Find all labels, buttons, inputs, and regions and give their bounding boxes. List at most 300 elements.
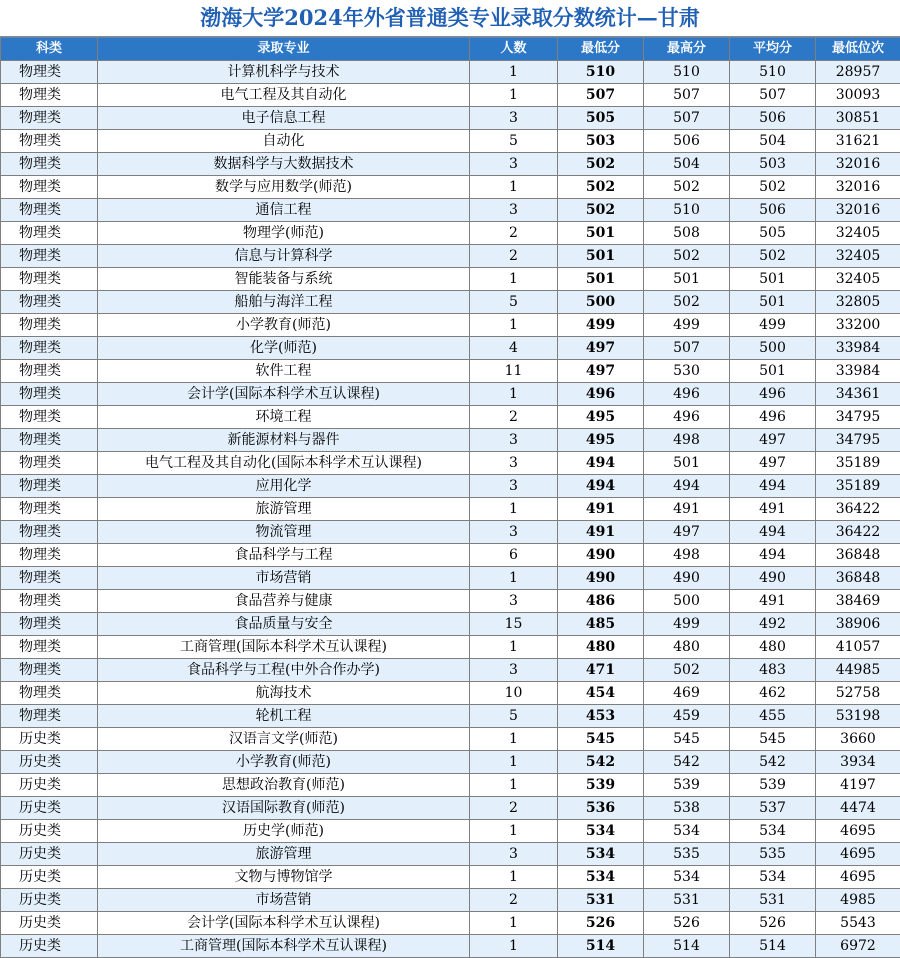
max-score-cell: 530 <box>644 360 730 383</box>
major-cell: 环境工程 <box>98 406 470 429</box>
major-cell: 食品营养与健康 <box>98 590 470 613</box>
count-cell: 1 <box>470 912 558 935</box>
category-cell: 物理类 <box>1 84 98 107</box>
table-row <box>1 751 900 774</box>
min-score-cell: 514 <box>558 935 644 958</box>
avg-score-cell: 462 <box>730 682 816 705</box>
category-cell: 物理类 <box>1 590 98 613</box>
avg-score-cell: 510 <box>730 61 816 84</box>
min-score-cell: 497 <box>558 360 644 383</box>
min-rank-cell: 4695 <box>816 866 900 889</box>
count-cell: 1 <box>470 176 558 199</box>
min-score-cell: 454 <box>558 682 644 705</box>
min-score-cell: 539 <box>558 774 644 797</box>
max-score-cell: 502 <box>644 659 730 682</box>
avg-score-cell: 507 <box>730 84 816 107</box>
major-cell: 计算机科学与技术 <box>98 61 470 84</box>
count-cell: 3 <box>470 452 558 475</box>
count-cell: 1 <box>470 774 558 797</box>
table-row <box>1 889 900 912</box>
major-cell: 电气工程及其自动化(国际本科学术互认课程) <box>98 452 470 475</box>
count-cell: 1 <box>470 728 558 751</box>
table-row <box>1 360 900 383</box>
major-cell: 汉语言文学(师范) <box>98 728 470 751</box>
major-cell: 工商管理(国际本科学术互认课程) <box>98 935 470 958</box>
max-score-cell: 459 <box>644 705 730 728</box>
avg-score-cell: 490 <box>730 567 816 590</box>
major-cell: 智能装备与系统 <box>98 268 470 291</box>
min-rank-cell: 33984 <box>816 360 900 383</box>
avg-score-cell: 501 <box>730 360 816 383</box>
avg-score-cell: 497 <box>730 452 816 475</box>
min-rank-cell: 32016 <box>816 199 900 222</box>
admission-score-table <box>0 37 900 958</box>
category-cell: 历史类 <box>1 751 98 774</box>
max-score-cell: 501 <box>644 268 730 291</box>
min-rank-cell: 3660 <box>816 728 900 751</box>
table-row <box>1 383 900 406</box>
count-cell: 3 <box>470 153 558 176</box>
max-score-cell: 535 <box>644 843 730 866</box>
max-score-cell: 510 <box>644 61 730 84</box>
max-score-cell: 502 <box>644 291 730 314</box>
table-row <box>1 199 900 222</box>
table-row <box>1 797 900 820</box>
min-rank-cell: 30851 <box>816 107 900 130</box>
min-rank-cell: 33200 <box>816 314 900 337</box>
avg-score-cell: 504 <box>730 130 816 153</box>
category-cell: 物理类 <box>1 291 98 314</box>
max-score-cell: 499 <box>644 314 730 337</box>
table-row <box>1 567 900 590</box>
table-row <box>1 705 900 728</box>
count-cell: 5 <box>470 130 558 153</box>
min-score-cell: 453 <box>558 705 644 728</box>
count-cell: 1 <box>470 866 558 889</box>
table-row <box>1 912 900 935</box>
category-cell: 物理类 <box>1 682 98 705</box>
min-rank-cell: 32016 <box>816 153 900 176</box>
major-cell: 思想政治教育(师范) <box>98 774 470 797</box>
avg-score-cell: 526 <box>730 912 816 935</box>
major-cell: 食品质量与安全 <box>98 613 470 636</box>
count-cell: 1 <box>470 84 558 107</box>
max-score-cell: 510 <box>644 199 730 222</box>
min-rank-cell: 41057 <box>816 636 900 659</box>
table-row <box>1 544 900 567</box>
count-cell: 3 <box>470 521 558 544</box>
major-cell: 数据科学与大数据技术 <box>98 153 470 176</box>
category-cell: 物理类 <box>1 314 98 337</box>
max-score-cell: 508 <box>644 222 730 245</box>
table-row <box>1 820 900 843</box>
count-cell: 5 <box>470 705 558 728</box>
count-cell: 3 <box>470 475 558 498</box>
min-score-cell: 531 <box>558 889 644 912</box>
avg-score-cell: 492 <box>730 613 816 636</box>
table-row <box>1 107 900 130</box>
count-cell: 1 <box>470 567 558 590</box>
avg-score-cell: 502 <box>730 245 816 268</box>
major-cell: 航海技术 <box>98 682 470 705</box>
min-rank-cell: 34361 <box>816 383 900 406</box>
max-score-cell: 506 <box>644 130 730 153</box>
avg-score-cell: 534 <box>730 820 816 843</box>
count-cell: 1 <box>470 820 558 843</box>
count-cell: 2 <box>470 222 558 245</box>
major-cell: 工商管理(国际本科学术互认课程) <box>98 636 470 659</box>
major-cell: 文物与博物馆学 <box>98 866 470 889</box>
avg-score-cell: 494 <box>730 544 816 567</box>
min-score-cell: 494 <box>558 452 644 475</box>
min-score-cell: 501 <box>558 268 644 291</box>
category-cell: 物理类 <box>1 613 98 636</box>
table-row <box>1 452 900 475</box>
min-score-cell: 495 <box>558 406 644 429</box>
table-row <box>1 337 900 360</box>
avg-score-cell: 491 <box>730 590 816 613</box>
avg-score-cell: 535 <box>730 843 816 866</box>
min-score-cell: 486 <box>558 590 644 613</box>
category-cell: 历史类 <box>1 820 98 843</box>
count-cell: 1 <box>470 61 558 84</box>
table-row <box>1 222 900 245</box>
avg-score-cell: 534 <box>730 866 816 889</box>
table-row <box>1 935 900 958</box>
count-cell: 1 <box>470 935 558 958</box>
max-score-cell: 534 <box>644 820 730 843</box>
min-rank-cell: 4197 <box>816 774 900 797</box>
max-score-cell: 494 <box>644 475 730 498</box>
table-row <box>1 245 900 268</box>
major-cell: 化学(师范) <box>98 337 470 360</box>
max-score-cell: 507 <box>644 337 730 360</box>
min-score-cell: 471 <box>558 659 644 682</box>
count-cell: 3 <box>470 659 558 682</box>
table-row <box>1 429 900 452</box>
major-cell: 电子信息工程 <box>98 107 470 130</box>
count-cell: 2 <box>470 797 558 820</box>
count-cell: 2 <box>470 245 558 268</box>
avg-score-cell: 501 <box>730 291 816 314</box>
category-cell: 物理类 <box>1 475 98 498</box>
table-row <box>1 498 900 521</box>
table-row <box>1 728 900 751</box>
major-cell: 信息与计算科学 <box>98 245 470 268</box>
table-row <box>1 314 900 337</box>
major-cell: 物理学(师范) <box>98 222 470 245</box>
max-score-cell: 501 <box>644 452 730 475</box>
max-score-cell: 498 <box>644 544 730 567</box>
min-rank-cell: 36422 <box>816 521 900 544</box>
page-title: 渤海大学2024年外省普通类专业录取分数统计—甘肃 <box>0 0 900 37</box>
min-score-cell: 497 <box>558 337 644 360</box>
max-score-cell: 498 <box>644 429 730 452</box>
count-cell: 11 <box>470 360 558 383</box>
table-row <box>1 866 900 889</box>
max-score-cell: 539 <box>644 774 730 797</box>
table-row <box>1 590 900 613</box>
max-score-cell: 538 <box>644 797 730 820</box>
table-body <box>1 61 900 958</box>
header-avg-score[interactable]: 平均分 <box>730 38 816 61</box>
max-score-cell: 504 <box>644 153 730 176</box>
min-score-cell: 500 <box>558 291 644 314</box>
max-score-cell: 502 <box>644 176 730 199</box>
category-cell: 历史类 <box>1 866 98 889</box>
major-cell: 小学教育(师范) <box>98 751 470 774</box>
major-cell: 小学教育(师范) <box>98 314 470 337</box>
major-cell: 食品科学与工程 <box>98 544 470 567</box>
max-score-cell: 490 <box>644 567 730 590</box>
category-cell: 历史类 <box>1 797 98 820</box>
category-cell: 物理类 <box>1 360 98 383</box>
category-cell: 历史类 <box>1 774 98 797</box>
major-cell: 旅游管理 <box>98 498 470 521</box>
count-cell: 3 <box>470 107 558 130</box>
header-category[interactable]: 科类 <box>1 38 98 61</box>
avg-score-cell: 494 <box>730 521 816 544</box>
table-row <box>1 774 900 797</box>
avg-score-cell: 506 <box>730 199 816 222</box>
min-rank-cell: 36848 <box>816 567 900 590</box>
min-score-cell: 534 <box>558 843 644 866</box>
max-score-cell: 499 <box>644 613 730 636</box>
avg-score-cell: 494 <box>730 475 816 498</box>
major-cell: 物流管理 <box>98 521 470 544</box>
min-rank-cell: 6972 <box>816 935 900 958</box>
min-score-cell: 496 <box>558 383 644 406</box>
min-rank-cell: 38469 <box>816 590 900 613</box>
min-score-cell: 502 <box>558 153 644 176</box>
min-score-cell: 536 <box>558 797 644 820</box>
min-rank-cell: 33984 <box>816 337 900 360</box>
max-score-cell: 531 <box>644 889 730 912</box>
category-cell: 物理类 <box>1 567 98 590</box>
count-cell: 1 <box>470 268 558 291</box>
max-score-cell: 497 <box>644 521 730 544</box>
max-score-cell: 496 <box>644 383 730 406</box>
max-score-cell: 500 <box>644 590 730 613</box>
min-score-cell: 534 <box>558 820 644 843</box>
avg-score-cell: 537 <box>730 797 816 820</box>
avg-score-cell: 500 <box>730 337 816 360</box>
min-score-cell: 499 <box>558 314 644 337</box>
avg-score-cell: 503 <box>730 153 816 176</box>
avg-score-cell: 497 <box>730 429 816 452</box>
category-cell: 历史类 <box>1 843 98 866</box>
major-cell: 会计学(国际本科学术互认课程) <box>98 383 470 406</box>
category-cell: 物理类 <box>1 268 98 291</box>
min-score-cell: 490 <box>558 567 644 590</box>
min-rank-cell: 34795 <box>816 406 900 429</box>
min-score-cell: 491 <box>558 521 644 544</box>
min-rank-cell: 35189 <box>816 452 900 475</box>
min-rank-cell: 4985 <box>816 889 900 912</box>
avg-score-cell: 505 <box>730 222 816 245</box>
avg-score-cell: 514 <box>730 935 816 958</box>
max-score-cell: 491 <box>644 498 730 521</box>
min-score-cell: 502 <box>558 199 644 222</box>
min-score-cell: 501 <box>558 222 644 245</box>
min-score-cell: 491 <box>558 498 644 521</box>
major-cell: 应用化学 <box>98 475 470 498</box>
major-cell: 轮机工程 <box>98 705 470 728</box>
count-cell: 3 <box>470 590 558 613</box>
min-score-cell: 503 <box>558 130 644 153</box>
major-cell: 自动化 <box>98 130 470 153</box>
count-cell: 1 <box>470 314 558 337</box>
avg-score-cell: 506 <box>730 107 816 130</box>
table-row <box>1 406 900 429</box>
max-score-cell: 542 <box>644 751 730 774</box>
min-rank-cell: 5543 <box>816 912 900 935</box>
avg-score-cell: 491 <box>730 498 816 521</box>
count-cell: 1 <box>470 636 558 659</box>
major-cell: 船舶与海洋工程 <box>98 291 470 314</box>
min-score-cell: 480 <box>558 636 644 659</box>
table-row <box>1 475 900 498</box>
min-rank-cell: 4695 <box>816 843 900 866</box>
avg-score-cell: 496 <box>730 383 816 406</box>
min-rank-cell: 31621 <box>816 130 900 153</box>
table-header-row <box>1 38 900 61</box>
min-score-cell: 507 <box>558 84 644 107</box>
major-cell: 软件工程 <box>98 360 470 383</box>
major-cell: 通信工程 <box>98 199 470 222</box>
min-rank-cell: 52758 <box>816 682 900 705</box>
table-row <box>1 130 900 153</box>
table-row <box>1 61 900 84</box>
count-cell: 4 <box>470 337 558 360</box>
table-row <box>1 153 900 176</box>
major-cell: 新能源材料与器件 <box>98 429 470 452</box>
table-row <box>1 84 900 107</box>
max-score-cell: 496 <box>644 406 730 429</box>
min-score-cell: 501 <box>558 245 644 268</box>
max-score-cell: 545 <box>644 728 730 751</box>
min-score-cell: 494 <box>558 475 644 498</box>
min-rank-cell: 32405 <box>816 222 900 245</box>
category-cell: 历史类 <box>1 935 98 958</box>
count-cell: 15 <box>470 613 558 636</box>
min-rank-cell: 44985 <box>816 659 900 682</box>
min-rank-cell: 34795 <box>816 429 900 452</box>
category-cell: 物理类 <box>1 383 98 406</box>
header-major[interactable]: 录取专业 <box>98 38 470 61</box>
max-score-cell: 502 <box>644 245 730 268</box>
category-cell: 历史类 <box>1 889 98 912</box>
major-cell: 市场营销 <box>98 889 470 912</box>
min-rank-cell: 4474 <box>816 797 900 820</box>
max-score-cell: 507 <box>644 107 730 130</box>
table-row <box>1 521 900 544</box>
major-cell: 历史学(师范) <box>98 820 470 843</box>
category-cell: 物理类 <box>1 61 98 84</box>
min-rank-cell: 35189 <box>816 475 900 498</box>
count-cell: 2 <box>470 889 558 912</box>
category-cell: 物理类 <box>1 521 98 544</box>
table-row <box>1 176 900 199</box>
min-rank-cell: 3934 <box>816 751 900 774</box>
table-row <box>1 268 900 291</box>
avg-score-cell: 499 <box>730 314 816 337</box>
min-score-cell: 542 <box>558 751 644 774</box>
table-row <box>1 682 900 705</box>
min-score-cell: 490 <box>558 544 644 567</box>
header-count[interactable]: 人数 <box>470 38 558 61</box>
category-cell: 物理类 <box>1 659 98 682</box>
category-cell: 物理类 <box>1 222 98 245</box>
table-row <box>1 659 900 682</box>
category-cell: 物理类 <box>1 636 98 659</box>
min-rank-cell: 30093 <box>816 84 900 107</box>
count-cell: 1 <box>470 751 558 774</box>
table-row <box>1 613 900 636</box>
count-cell: 3 <box>470 843 558 866</box>
count-cell: 5 <box>470 291 558 314</box>
max-score-cell: 469 <box>644 682 730 705</box>
category-cell: 物理类 <box>1 245 98 268</box>
avg-score-cell: 455 <box>730 705 816 728</box>
header-min-rank[interactable]: 最低位次 <box>816 38 900 61</box>
min-rank-cell: 38906 <box>816 613 900 636</box>
min-rank-cell: 32405 <box>816 245 900 268</box>
header-max-score[interactable]: 最高分 <box>644 38 730 61</box>
avg-score-cell: 496 <box>730 406 816 429</box>
avg-score-cell: 539 <box>730 774 816 797</box>
min-score-cell: 534 <box>558 866 644 889</box>
max-score-cell: 514 <box>644 935 730 958</box>
min-rank-cell: 36848 <box>816 544 900 567</box>
max-score-cell: 526 <box>644 912 730 935</box>
min-score-cell: 485 <box>558 613 644 636</box>
min-rank-cell: 28957 <box>816 61 900 84</box>
count-cell: 6 <box>470 544 558 567</box>
min-score-cell: 505 <box>558 107 644 130</box>
category-cell: 物理类 <box>1 176 98 199</box>
count-cell: 10 <box>470 682 558 705</box>
min-score-cell: 495 <box>558 429 644 452</box>
avg-score-cell: 531 <box>730 889 816 912</box>
count-cell: 3 <box>470 199 558 222</box>
avg-score-cell: 501 <box>730 268 816 291</box>
table-row <box>1 843 900 866</box>
min-rank-cell: 36422 <box>816 498 900 521</box>
min-score-cell: 545 <box>558 728 644 751</box>
major-cell: 食品科学与工程(中外合作办学) <box>98 659 470 682</box>
category-cell: 物理类 <box>1 107 98 130</box>
avg-score-cell: 480 <box>730 636 816 659</box>
major-cell: 电气工程及其自动化 <box>98 84 470 107</box>
category-cell: 物理类 <box>1 199 98 222</box>
count-cell: 2 <box>470 406 558 429</box>
min-rank-cell: 53198 <box>816 705 900 728</box>
header-min-score[interactable]: 最低分 <box>558 38 644 61</box>
category-cell: 物理类 <box>1 130 98 153</box>
max-score-cell: 480 <box>644 636 730 659</box>
min-score-cell: 510 <box>558 61 644 84</box>
min-rank-cell: 32405 <box>816 268 900 291</box>
avg-score-cell: 502 <box>730 176 816 199</box>
category-cell: 物理类 <box>1 337 98 360</box>
major-cell: 会计学(国际本科学术互认课程) <box>98 912 470 935</box>
category-cell: 物理类 <box>1 705 98 728</box>
min-score-cell: 502 <box>558 176 644 199</box>
min-rank-cell: 32805 <box>816 291 900 314</box>
table-row <box>1 291 900 314</box>
count-cell: 3 <box>470 429 558 452</box>
